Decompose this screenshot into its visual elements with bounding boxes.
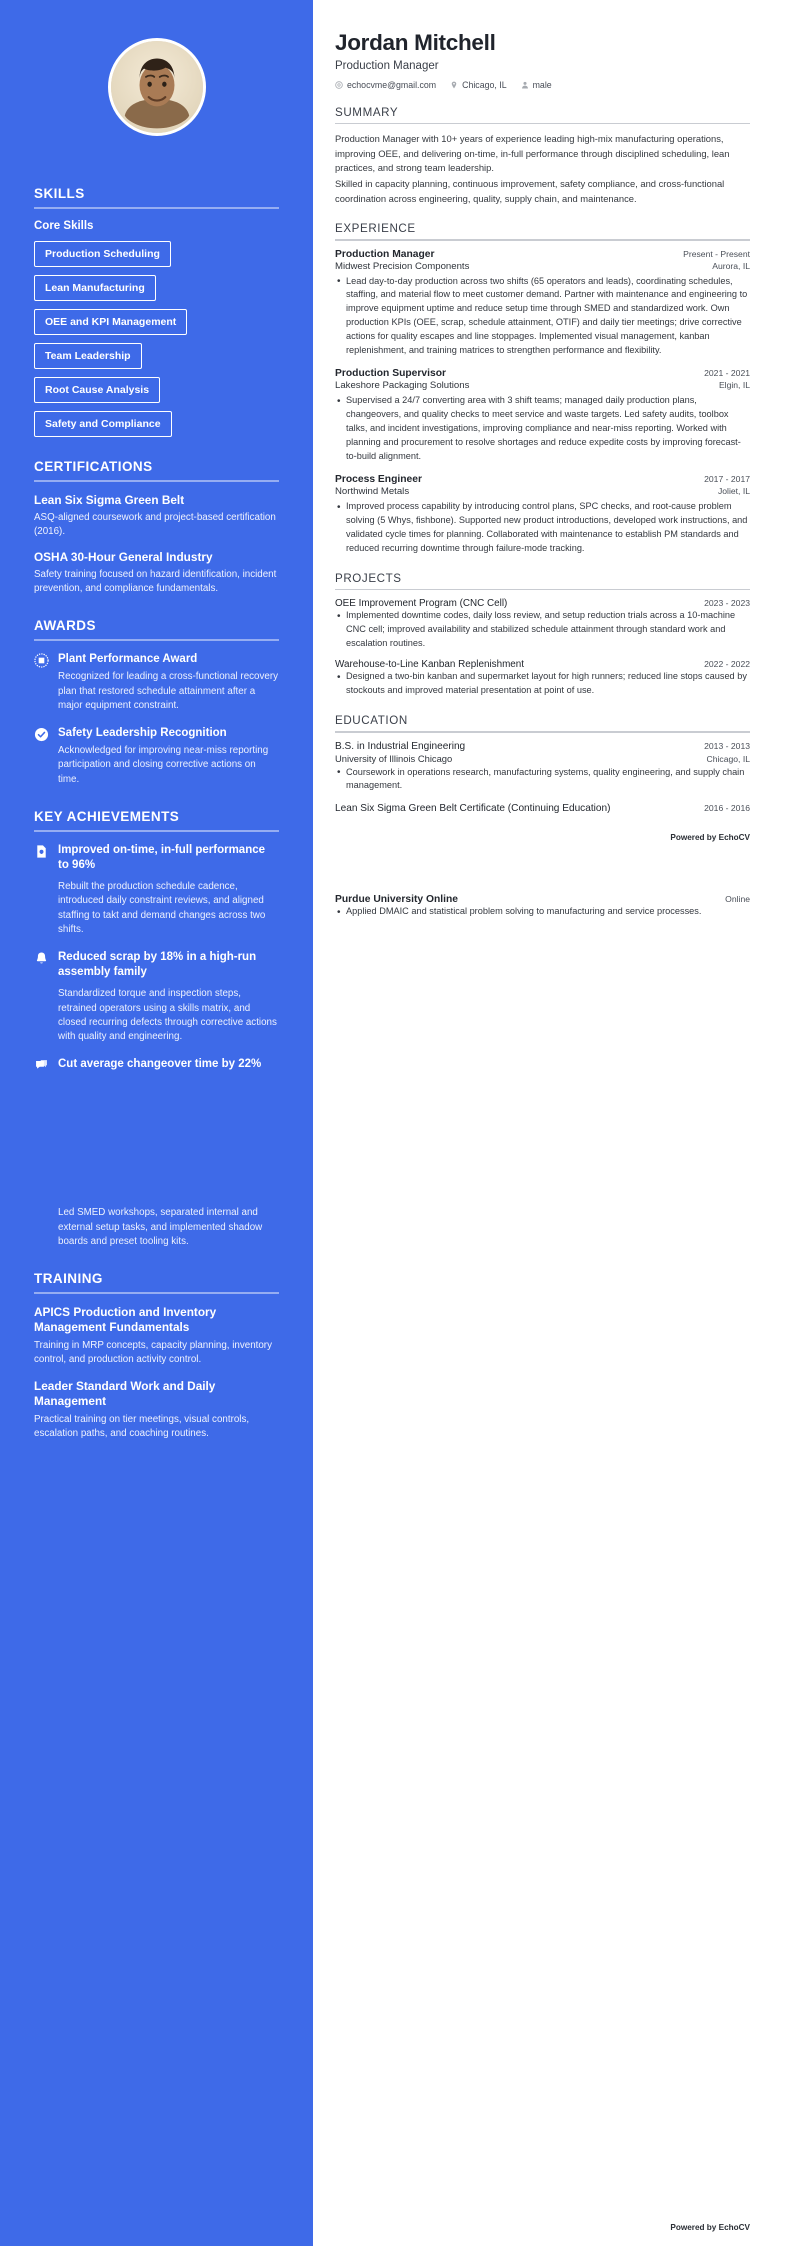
job-date: Present - Present xyxy=(683,248,750,259)
project-bullet: • Designed a two-bin kanban and supermarket layout for high runners; reduced line stops caused by stockouts and improved material presentation at point of use. xyxy=(335,670,750,698)
awards-divider xyxy=(34,639,279,641)
key-achievement-title: Reduced scrap by 18% in a high-run assembly family xyxy=(58,951,257,979)
certification-description: ASQ-aligned coursework and project-based certification (2016). xyxy=(34,512,276,538)
job-bullet: • Lead day-to-day production across two shifts (65 operators and leads), coordinating schedules, staffing, and material flow to meet customer demand. Partner with maintenance and engineering to improve equipment uptime and reduce setup time through SMED and standardized work. Own production KPIs (OEE, scrap, schedule attainment, OTIF) and daily tier meetings; drive corrective actions for quality escapes and line stoppages. Implemented visual management, kanban replenishment, and training matrices to strengthen performance and flexibility. xyxy=(335,275,750,358)
education-school: Purdue University Online xyxy=(335,894,459,906)
award-title: Safety Leadership Recognition xyxy=(58,727,227,740)
summary-paragraph: Skilled in capacity planning, continuous improvement, safety compliance, and cross-functional coordination across engineering, quality, supply chain, and maintenance. xyxy=(335,178,725,204)
certification-title: OSHA 30-Hour General Industry xyxy=(34,550,213,565)
award-item xyxy=(34,726,279,787)
job-title: Process Engineer xyxy=(335,474,422,486)
avatar-container xyxy=(0,0,313,164)
experience-item xyxy=(335,474,750,555)
education-divider xyxy=(335,731,750,733)
sidebar-section-certifications xyxy=(34,459,279,596)
key-achievement-item xyxy=(34,950,279,983)
section-summary xyxy=(335,106,750,206)
certification-description: Safety training focused on hazard identification, incident prevention, and compliance fundamentals. xyxy=(34,569,277,595)
contact-row xyxy=(335,80,750,90)
certification-item xyxy=(34,493,279,539)
job-date: 2021 - 2021 xyxy=(704,368,750,379)
skill-chip: OEE and KPI Management xyxy=(34,309,187,335)
experience-item xyxy=(335,368,750,463)
education-item xyxy=(335,802,750,815)
location-icon xyxy=(450,81,458,89)
project-bullet-list xyxy=(335,609,750,650)
powered-by-text: Powered by EchoCV xyxy=(670,833,750,843)
job-bullet: • Supervised a 24/7 converting area with 3 shift teams; managed daily production plans, changeovers, and quality checks to meet service and waste targets. Led safety audits, toolbox talks, and incident investigations, improving compliance and near-miss reporting. Worked with planning and procurement to resolve shortages and reduce expedite costs by improving forecast-to-build alignment. xyxy=(335,394,750,463)
job-location: Joliet, IL xyxy=(717,486,750,497)
key-achievement-title: Cut average changeover time by 22% xyxy=(58,1058,262,1071)
education-item xyxy=(335,894,750,919)
award-title: Plant Performance Award xyxy=(58,653,198,666)
experience-divider xyxy=(335,239,750,241)
sidebar-section-awards xyxy=(34,618,279,787)
summary-heading: SUMMARY xyxy=(335,105,399,119)
training-item xyxy=(34,1305,279,1367)
education-degree: Lean Six Sigma Green Belt Certificate (Continuing Education) xyxy=(335,803,611,815)
projects-heading: PROJECTS xyxy=(335,571,402,585)
project-item xyxy=(335,659,750,698)
job-bullet: • Improved process capability by introducing control plans, SPC checks, and root-cause problem solving (5 Whys, fishbone). Supported new product introductions, developed work instructions, and validated cycle times for planning. Collaborated with maintenance to establish PM standards and reduced recurring downtime through failure-mode tracking. xyxy=(335,500,750,555)
job-bullet-list xyxy=(335,500,750,555)
education-location: Chicago, IL xyxy=(706,753,750,764)
training-description: Training in MRP concepts, capacity planning, inventory control, and production activity control. xyxy=(34,1339,272,1365)
contact-location-text: Chicago, IL xyxy=(462,79,507,90)
experience-item xyxy=(335,249,750,358)
section-education xyxy=(335,714,750,815)
bell-icon xyxy=(34,951,49,966)
page-title: Jordan Mitchell xyxy=(335,30,496,55)
sidebar xyxy=(0,0,313,2246)
page-break-spacer xyxy=(34,1088,279,1206)
avatar-photo-icon xyxy=(111,41,203,133)
job-bullet-list xyxy=(335,275,750,358)
skills-heading: SKILLS xyxy=(34,186,85,201)
key-achievement-item xyxy=(34,843,279,876)
award-description: Recognized for leading a cross-functional recovery plan that restored schedule attainment after a major equipment constraint. xyxy=(58,671,278,711)
section-experience xyxy=(335,222,750,556)
summary-divider xyxy=(335,123,750,125)
sidebar-section-skills xyxy=(34,186,279,437)
training-heading: TRAINING xyxy=(34,1270,103,1286)
contact-gender-text: male xyxy=(532,79,552,90)
education-heading: EDUCATION xyxy=(335,714,408,728)
certification-item xyxy=(34,550,279,596)
key-achievement-description: Rebuilt the production schedule cadence, introduced daily constraint reviews, and aligned staffing to takt and demand changes across two shifts. xyxy=(58,881,266,935)
avatar xyxy=(108,38,206,136)
training-title: Leader Standard Work and Daily Management xyxy=(34,1379,216,1409)
medal-icon xyxy=(34,653,49,668)
powered-by-label xyxy=(335,833,750,842)
project-date: 2023 - 2023 xyxy=(704,598,750,609)
footer-powered-by: Powered by EchoCV xyxy=(670,2223,750,2232)
job-company: Lakeshore Packaging Solutions xyxy=(335,380,470,392)
contact-gender xyxy=(521,80,552,90)
check-circle-icon xyxy=(34,727,49,742)
key-achievements-heading: KEY ACHIEVEMENTS xyxy=(34,808,180,824)
key-achievement-title: Improved on-time, in-full performance to 96% xyxy=(58,843,266,872)
job-location: Aurora, IL xyxy=(712,260,750,271)
project-bullet: • Implemented downtime codes, daily loss review, and setup reduction trials across a 10-machine CNC cell; improved availability and stabilized schedule attainment through standard work and escalation routines. xyxy=(335,609,750,650)
certifications-heading: CERTIFICATIONS xyxy=(34,459,153,474)
education-item xyxy=(335,741,750,794)
project-item xyxy=(335,598,750,650)
project-title: OEE Improvement Program (CNC Cell) xyxy=(335,598,508,610)
training-title: APICS Production and Inventory Management Fundamentals xyxy=(34,1304,217,1335)
education-bullet-list xyxy=(335,766,750,794)
summary-body xyxy=(335,132,750,205)
contact-email[interactable] xyxy=(335,80,436,90)
document-lock-icon xyxy=(34,844,49,859)
chat-icon xyxy=(34,1058,49,1073)
job-location: Elgin, IL xyxy=(718,380,750,391)
skill-chip: Lean Manufacturing xyxy=(34,275,156,301)
project-date: 2022 - 2022 xyxy=(704,659,750,670)
summary-paragraph: Production Manager with 10+ years of experience leading high-mix manufacturing operations, improving OEE, and delivering on-time, in-full performance through disciplined scheduling, lean practices, and strong team leadership. xyxy=(335,133,730,174)
award-item xyxy=(34,652,279,713)
job-title: Production Manager xyxy=(335,248,435,260)
key-achievement-item xyxy=(34,1057,279,1075)
contact-location xyxy=(450,80,507,90)
education-location: Online xyxy=(725,894,750,905)
education-school: University of Illinois Chicago xyxy=(335,752,453,764)
job-role-subtitle: Production Manager xyxy=(335,59,439,72)
project-bullet-list xyxy=(335,670,750,698)
education-bullet: • Applied DMAIC and statistical problem solving to manufacturing and service processes. xyxy=(335,905,750,919)
job-bullet-list xyxy=(335,394,750,463)
sidebar-section-key-achievements xyxy=(34,809,279,1075)
main-content xyxy=(313,0,794,928)
skill-chip: Safety and Compliance xyxy=(34,411,172,437)
projects-divider xyxy=(335,589,750,591)
contact-email-text: echocvme@gmail.com xyxy=(347,79,437,90)
awards-heading: AWARDS xyxy=(34,618,96,634)
award-description: Acknowledged for improving near-miss reporting participation and closing corrective actions on time. xyxy=(58,745,269,785)
key-achievement-description: Standardized torque and inspection steps, retrained operators using a skills matrix, and closed recurring defects through corrective actions with quality and engineering. xyxy=(58,988,277,1042)
key-achievement-description: Led SMED workshops, separated internal and external setup tasks, and implemented shadow boards and preset tooling kits. xyxy=(58,1207,263,1247)
section-projects xyxy=(335,572,750,699)
job-company: Midwest Precision Components xyxy=(335,260,470,272)
experience-heading: EXPERIENCE xyxy=(335,221,416,235)
skills-subheading: Core Skills xyxy=(34,220,94,232)
education-bullet-list xyxy=(335,905,750,919)
key-achievements-divider xyxy=(34,830,279,832)
resume-header xyxy=(335,30,750,90)
person-icon xyxy=(521,81,529,89)
education-bullet: • Coursework in operations research, manufacturing systems, quality engineering, and supply chain management. xyxy=(335,766,750,794)
education-degree: B.S. in Industrial Engineering xyxy=(335,740,466,752)
education-date: 2013 - 2013 xyxy=(704,740,750,751)
education-date: 2016 - 2016 xyxy=(704,803,750,814)
project-title: Warehouse-to-Line Kanban Replenishment xyxy=(335,659,525,671)
job-company: Northwind Metals xyxy=(335,486,410,498)
email-icon xyxy=(335,81,343,89)
training-item xyxy=(34,1379,279,1441)
certifications-divider xyxy=(34,480,279,482)
training-description: Practical training on tier meetings, visual controls, escalation paths, and coaching routines. xyxy=(34,1413,250,1439)
training-divider xyxy=(34,1292,279,1294)
skill-chip: Team Leadership xyxy=(34,343,142,369)
skill-chip: Root Cause Analysis xyxy=(34,377,160,403)
section-education-continued xyxy=(335,894,750,919)
sidebar-section-training xyxy=(34,1271,279,1441)
certification-title: Lean Six Sigma Green Belt xyxy=(34,493,185,507)
skill-chip-list xyxy=(34,241,279,437)
skills-divider xyxy=(34,207,279,209)
job-date: 2017 - 2017 xyxy=(704,474,750,485)
skill-chip: Production Scheduling xyxy=(34,241,171,267)
job-title: Production Supervisor xyxy=(335,368,446,380)
